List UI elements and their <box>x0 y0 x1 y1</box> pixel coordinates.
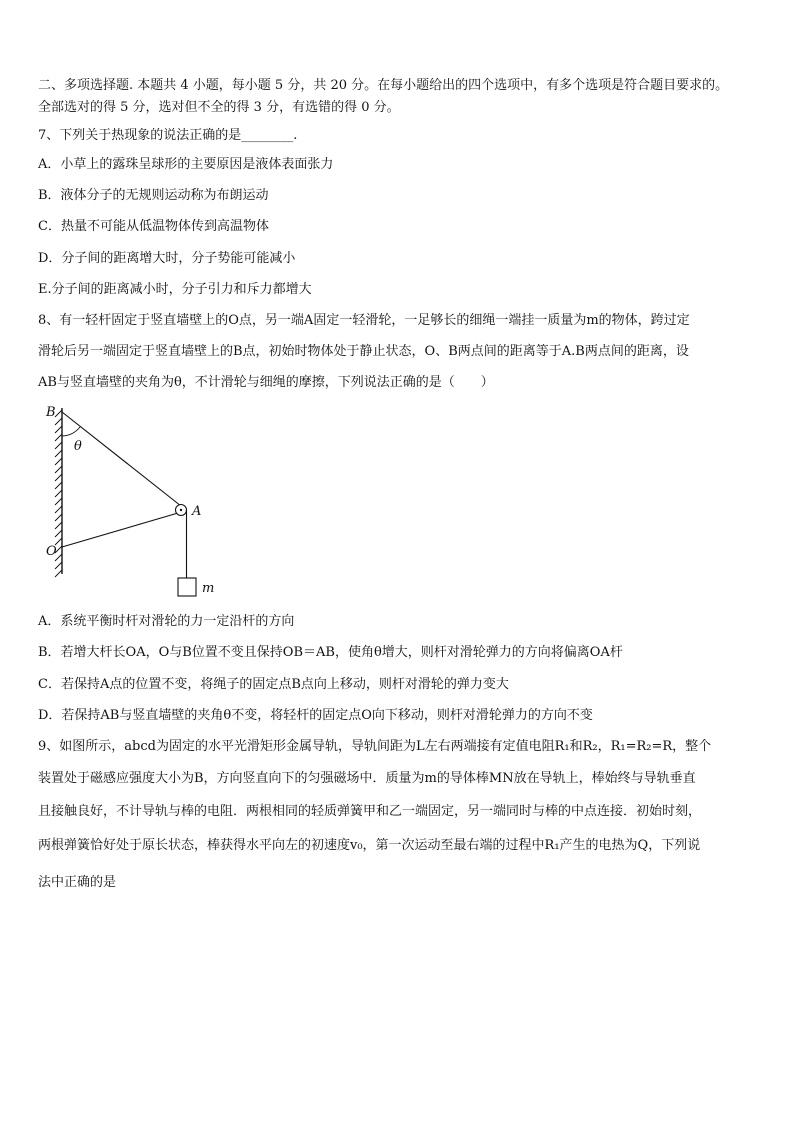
q8-option-c: C．若保持A点的位置不变，将绳子的固定点B点向上移动，则杆对滑轮的弹力变大 <box>38 677 509 692</box>
label-b: B <box>46 405 56 420</box>
q8-option-d: D．若保持AB与竖直墙壁的夹角θ不变，将轻杆的固定点O向下移动，则杆对滑轮弹力的方向不变 <box>38 708 593 723</box>
q8-stem-line-1: 8、有一轻杆固定于竖直墙壁上的O点，另一端A固定一轻滑轮，一足够长的细绳一端挂一质量为m的物体，跨过定 <box>38 313 690 328</box>
label-a: A <box>192 504 202 519</box>
q9-stem-line-3: 且接触良好，不计导轨与棒的电阻．两根相同的轻质弹簧甲和乙一端固定，另一端同时与棒的中点连接．初始时刻， <box>38 804 702 819</box>
q8-stem-line-3: AB与竖直墙壁的夹角为θ，不计滑轮与细绳的摩擦，下列说法正确的是（ ） <box>38 375 494 390</box>
q9-stem-line-4: 两根弹簧恰好处于原长状态，棒获得水平向左的初速度v₀，第一次运动至最右端的过程中R₁产生的电热为Q，下列说 <box>38 838 701 853</box>
q9-stem-line-2: 装置处于磁感应强度大小为B，方向竖直向下的匀强磁场中．质量为m的导体棒MN放在导轨上，棒始终与导轨垂直 <box>38 771 696 786</box>
label-o: O <box>46 544 57 559</box>
rod-oa <box>62 513 178 547</box>
q7-option-e: E.分子间的距离减小时，分子引力和斥力都增大 <box>38 282 312 297</box>
theta-arc <box>62 427 80 436</box>
q7-stem: 7、下列关于热现象的说法正确的是________. <box>38 128 298 143</box>
section-header-line-1: 二、多项选择题. 本题共 4 小题，每小题 5 分，共 20 分。在每小题给出的四个选项中，有多个选项是符合题目要求的。 <box>38 78 729 93</box>
label-m: m <box>202 581 215 596</box>
label-theta: θ <box>74 439 82 454</box>
q7-option-b: B．液体分子的无规则运动称为布朗运动 <box>38 188 269 203</box>
q8-option-b: B．若增大杆长OA，O与B位置不变且保持OB＝AB，使角θ增大，则杆对滑轮弹力的方向将偏离OA杆 <box>38 645 623 660</box>
mass-block <box>178 578 196 596</box>
rope-ba <box>62 412 181 506</box>
q7-option-d: D．分子间的距离增大时，分子势能可能减小 <box>38 251 296 266</box>
q7-option-c: C．热量不可能从低温物体传到高温物体 <box>38 219 269 234</box>
section-header-line-2: 全部选对的得 5 分，选对但不全的得 3 分，有选错的得 0 分。 <box>38 100 400 115</box>
q8-stem-line-2: 滑轮后另一端固定于竖直墙壁上的B点，初始时物体处于静止状态，O、B两点间的距离等于A.B两点间的距离，设 <box>38 344 689 359</box>
q7-option-a: A．小草上的露珠呈球形的主要原因是液体表面张力 <box>38 157 334 172</box>
pulley-diagram <box>40 402 230 602</box>
pulley-axle <box>180 509 182 511</box>
q8-option-a: A．系统平衡时杆对滑轮的力一定沿杆的方向 <box>38 614 295 629</box>
q9-stem-line-1: 9、如图所示，abcd为固定的水平光滑矩形金属导轨，导轨间距为L左右两端接有定值电阻R₁和R₂，R₁=R₂=R，整个 <box>38 739 712 754</box>
q9-stem-line-5: 法中正确的是 <box>38 875 117 890</box>
